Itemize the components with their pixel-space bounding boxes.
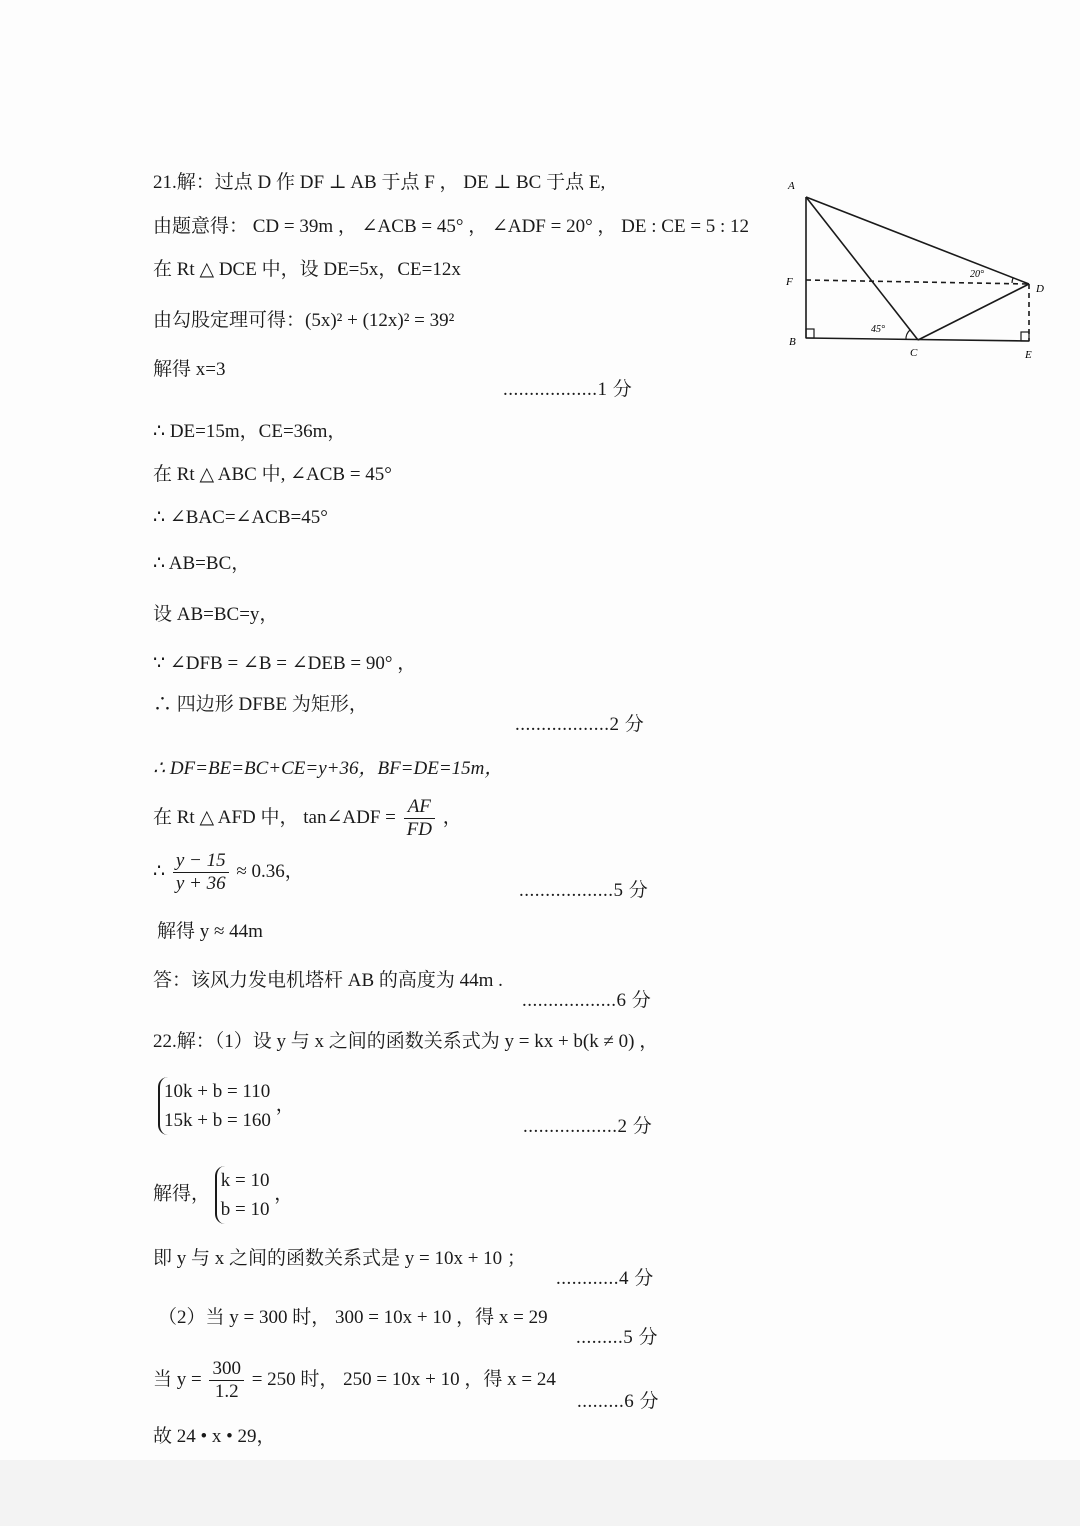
- q22-line-6: 故 24 • x • 29，: [153, 1426, 276, 1447]
- q21-score-2: ..................2 分: [515, 714, 645, 735]
- fraction-y: [173, 850, 229, 895]
- label-f: F: [786, 276, 793, 288]
- q21-line-12: ∴ 四边形 DFBE 为矩形，: [153, 694, 368, 715]
- solution-b: b = 10: [220, 1199, 270, 1220]
- q21-line-14-prefix: 在 Rt △ AFD 中， tan∠ADF =: [153, 806, 396, 828]
- fraction-denominator: FD: [406, 819, 432, 840]
- q21-line-2: 由题意得： CD = 39m ， ∠ACB = 45° ， ∠ADF = 20° ， DE : CE = 5 : 12: [153, 216, 750, 237]
- therefore-symbol: ∴: [153, 860, 166, 882]
- q22-line-5-suffix: = 250 时， 250 = 10x + 10 ，得 x = 24: [251, 1368, 556, 1390]
- fraction-denominator: 1.2: [214, 1381, 239, 1402]
- fraction-numerator: y − 15: [173, 850, 229, 873]
- q21-line-4: 由勾股定理可得：(5x)² + (12x)² = 39²: [153, 310, 455, 331]
- q22-line-5: [153, 1358, 556, 1403]
- right-angle-mark-e: [1021, 332, 1029, 341]
- solve-prefix: 解得，: [153, 1183, 211, 1205]
- q21-line-5: 解得 x=3: [153, 359, 226, 380]
- q21-line-9: ∴ AB=BC，: [153, 553, 251, 574]
- q21-line-8: ∴ ∠BAC=∠ACB=45°: [153, 507, 328, 528]
- label-c: C: [910, 347, 918, 359]
- system-suffix: ，: [275, 1094, 295, 1116]
- q21-line-16: 解得 y ≈ 44m: [157, 921, 263, 942]
- fraction-numerator: AF: [404, 796, 435, 819]
- equation-2: 15k + b = 160: [164, 1110, 271, 1131]
- label-a: A: [788, 180, 795, 192]
- q21-line-3: 在 Rt △ DCE 中，设 DE=5x，CE=12x: [153, 259, 461, 280]
- geometry-figure: [780, 170, 1060, 370]
- q22-line-5-prefix: 当 y =: [153, 1368, 202, 1390]
- bottom-margin: [0, 1460, 1080, 1526]
- segment-fd: [806, 280, 1029, 284]
- fraction-numerator: 300: [209, 1358, 244, 1381]
- q21-line-14: [153, 796, 462, 841]
- q22-line-3: 即 y 与 x 之间的函数关系式是 y = 10x + 10 ；: [153, 1248, 526, 1269]
- q22-equation-system-1: [158, 1077, 295, 1135]
- solution-brace: [215, 1166, 270, 1224]
- angle-label-c: 45°: [871, 324, 885, 335]
- label-e: E: [1025, 349, 1032, 361]
- equation-1: 10k + b = 110: [164, 1081, 271, 1102]
- q21-line-7: 在 Rt △ ABC 中, ∠ACB = 45°: [153, 464, 392, 485]
- angle-label-d: 20°: [970, 269, 984, 280]
- q22-line-1: 22.解：（1）设 y 与 x 之间的函数关系式为 y = kx + b(k ≠ 0) ，: [153, 1031, 659, 1052]
- label-d: D: [1036, 283, 1044, 295]
- fraction-denominator: y + 36: [175, 873, 226, 894]
- fraction-300-1-2: [209, 1358, 244, 1403]
- q21-score-1: ..................1 分: [503, 379, 633, 400]
- q22-score-2: ............4 分: [556, 1268, 654, 1289]
- q21-line-17: 答：该风力发电机塔杆 AB 的高度为 44m .: [153, 970, 503, 991]
- q22-score-3: .........5 分: [576, 1327, 659, 1348]
- q21-line-11: ∵ ∠DFB = ∠B = ∠DEB = 90° ，: [153, 653, 417, 674]
- angle-arc-d: [1012, 278, 1013, 283]
- right-angle-mark-b: [806, 329, 814, 338]
- segment-cd: [918, 284, 1029, 340]
- q21-line-13: ∴ DF=BE=BC+CE=y+36，BF=DE=15m，: [153, 758, 504, 779]
- q22-score-4: .........6 分: [577, 1391, 660, 1412]
- solve-suffix: ，: [274, 1183, 294, 1205]
- q21-line-1: 21.解：过点 D 作 DF ⊥ AB 于点 F ， DE ⊥ BC 于点 E,: [153, 172, 606, 193]
- q22-line-4: （2）当 y = 300 时， 300 = 10x + 10 ，得 x = 29: [158, 1307, 548, 1328]
- q21-line-15-suffix: ≈ 0.36，: [236, 860, 304, 882]
- fraction-af-fd: [404, 796, 435, 841]
- label-b: B: [789, 336, 796, 348]
- q21-line-6: ∴ DE=15m，CE=36m，: [153, 421, 347, 442]
- solution-k: k = 10: [220, 1170, 270, 1191]
- q21-line-10: 设 AB=BC=y，: [153, 604, 279, 625]
- q21-line-14-suffix: ，: [442, 806, 462, 828]
- q22-line-2: [153, 1166, 293, 1224]
- q21-score-3: ..................5 分: [519, 880, 649, 901]
- equation-brace: [158, 1077, 271, 1135]
- q21-score-4: ..................6 分: [522, 990, 652, 1011]
- q21-line-15: [153, 850, 304, 895]
- q22-score-1: ..................2 分: [523, 1116, 653, 1137]
- angle-arc-c: [906, 330, 910, 340]
